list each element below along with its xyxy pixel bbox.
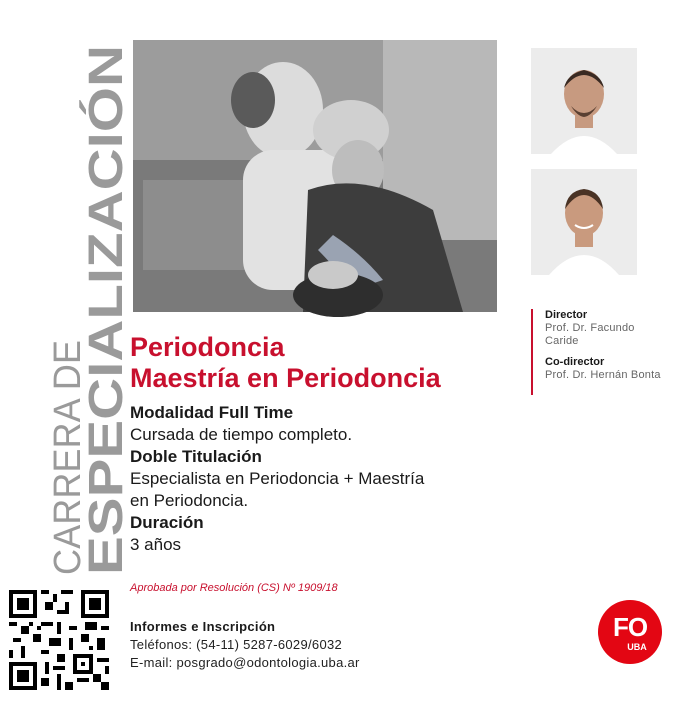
- contact-email[interactable]: E-mail: posgrado@odontologia.uba.ar: [130, 655, 360, 670]
- duration-heading: Duración: [130, 513, 204, 532]
- side-title: [24, 30, 133, 590]
- resolution-note: Aprobada por Resolución (CS) Nº 1909/18: [130, 582, 338, 594]
- director-role: Director: [545, 309, 588, 321]
- director-name-line1: Prof. Dr. Facundo: [545, 322, 635, 334]
- contact-phones: Teléfonos: (54-11) 5287-6029/6032: [130, 637, 343, 652]
- director-name-line2: Caride: [545, 335, 579, 347]
- duration-text: 3 años: [130, 535, 182, 554]
- qr-code[interactable]: [9, 590, 109, 690]
- director-portrait: [531, 48, 637, 154]
- codirector-role: Co-director: [545, 356, 605, 368]
- clinic-photo: [133, 40, 497, 312]
- degree-text-line2: en Periodoncia.: [130, 491, 249, 510]
- fo-uba-logo: [598, 600, 662, 664]
- codirector-portrait: [531, 169, 637, 275]
- title-line1: Periodoncia: [130, 332, 285, 362]
- program-info: [130, 332, 520, 556]
- side-title-line1: CARRERA DE: [47, 327, 89, 575]
- title-line2: Maestría en Periodoncia: [130, 363, 441, 393]
- modality-heading: Modalidad Full Time: [130, 403, 294, 422]
- contact-heading: Informes e Inscripción: [130, 619, 276, 634]
- codirector-name: Prof. Dr. Hernán Bonta: [545, 369, 661, 381]
- contact-block: [130, 618, 360, 672]
- modality-text: Cursada de tiempo completo.: [130, 425, 353, 444]
- degree-text-line1: Especialista en Periodoncia + Maestría: [130, 469, 425, 488]
- degree-heading: Doble Titulación: [130, 447, 262, 466]
- directors-block: [531, 309, 681, 395]
- logo-sub-text: UBA: [627, 642, 647, 652]
- logo-main-text: FO: [612, 612, 648, 642]
- side-title-line2: ESPECIALIZACIÓN: [80, 137, 133, 575]
